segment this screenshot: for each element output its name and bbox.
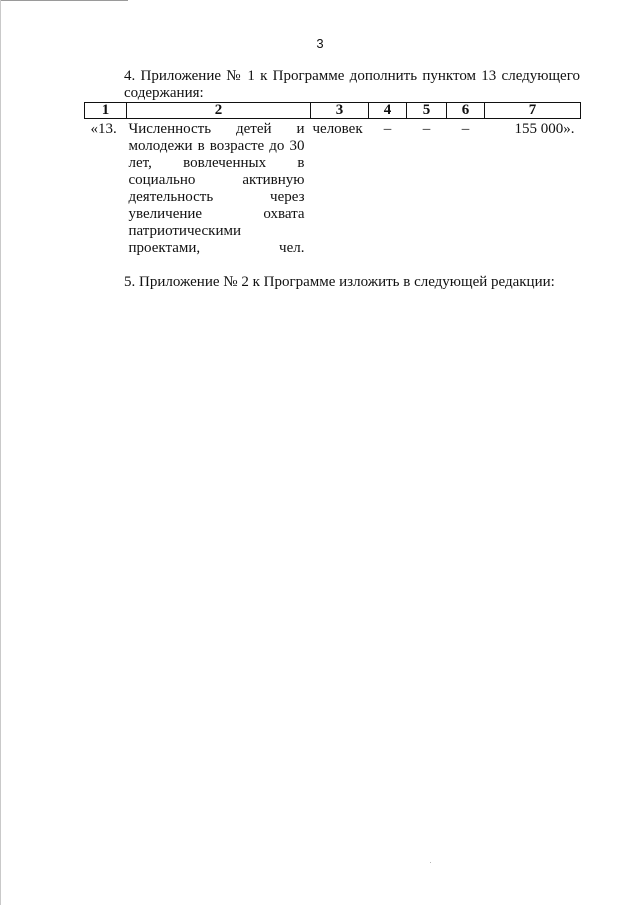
description-line: Численность детей и bbox=[128, 121, 305, 137]
description-line: патриотическими bbox=[128, 223, 242, 239]
header-cell-2: 2 bbox=[127, 103, 311, 119]
row-unit: человек bbox=[312, 121, 363, 137]
indicator-table bbox=[84, 102, 581, 257]
paragraph-5: 5. Приложение № 2 к Программе изложить в следующей редакции: bbox=[124, 274, 555, 290]
row-col-6: – bbox=[461, 121, 470, 137]
scan-speck bbox=[430, 862, 431, 863]
header-cell-7: 7 bbox=[485, 103, 581, 119]
description-line: деятельность через bbox=[128, 189, 305, 205]
description-line: увеличение охвата bbox=[128, 206, 305, 222]
table-header-row bbox=[85, 103, 581, 119]
header-cell-5: 5 bbox=[407, 103, 447, 119]
description-line: молодежи в возрасте до 30 bbox=[128, 138, 305, 154]
scan-edge-top bbox=[0, 0, 128, 1]
header-cell-1: 1 bbox=[85, 103, 127, 119]
row-description bbox=[127, 119, 311, 258]
paragraph-4: 4. Приложение № 1 к Программе дополнить пунктом 13 следующего содержания: bbox=[124, 68, 580, 101]
header-cell-3: 3 bbox=[311, 103, 369, 119]
row-col-4: – bbox=[383, 121, 392, 137]
scan-edge-left bbox=[0, 0, 1, 905]
row-value: 155 000». bbox=[514, 121, 575, 137]
page-number: 3 bbox=[316, 36, 324, 51]
table-row bbox=[85, 119, 581, 258]
description-line: проектами, чел. bbox=[128, 240, 305, 256]
header-cell-4: 4 bbox=[369, 103, 407, 119]
row-number: «13. bbox=[90, 121, 117, 137]
row-col-5: – bbox=[422, 121, 431, 137]
description-line: лет, вовлеченных в bbox=[128, 155, 305, 171]
description-line: социально активную bbox=[128, 172, 305, 188]
header-cell-6: 6 bbox=[447, 103, 485, 119]
